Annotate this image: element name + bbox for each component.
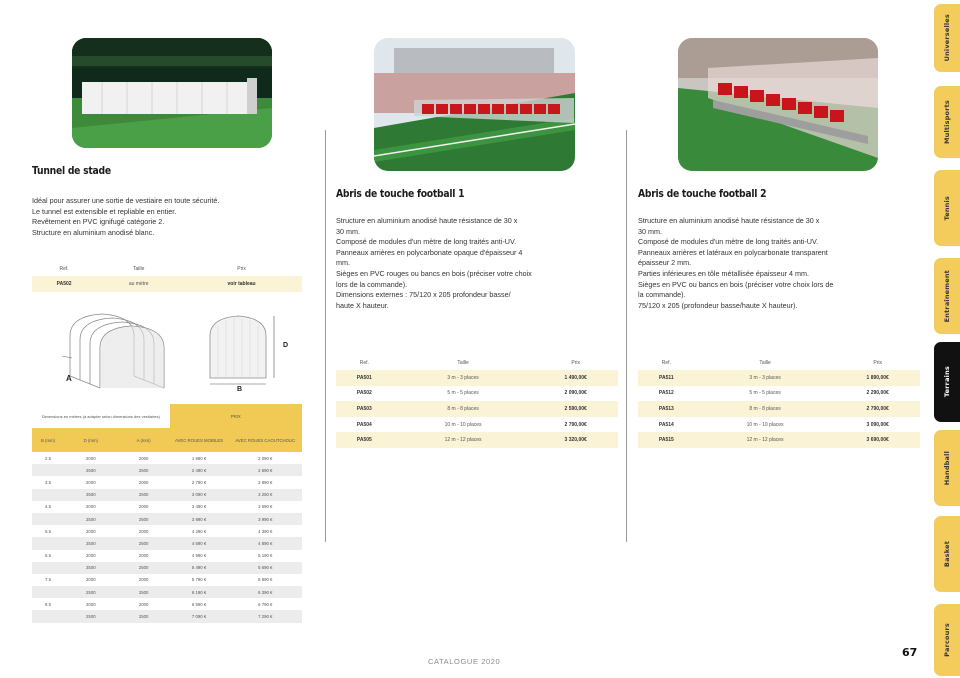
diagram-label-a: A [66, 374, 72, 383]
dims-cell: 3 590 € [258, 504, 273, 510]
dims-cell: 5.5 [45, 528, 51, 534]
dims-cell: 2000 [138, 553, 149, 559]
abri1-price-table: Ref. Taille Prix PA501 3 m - 3 places 1 490,00€ PA502 5 m - 5 places 2 090,00€ PA503 8 m - 8 places 2 590,00€ PA504 10 m - 10 places 2 790,00€ PA505 12 m - 12 places 3 320,00€ [336, 356, 618, 448]
table-row: PA511 3 m - 3 places 1 890,00€ [638, 370, 920, 386]
abri2-description: Structure en aluminium anodisé haute résistance de 30 x 30 mm. Composé de modules d'un mètre de long traités anti-UV. Panneaux arrières et latéraux en polycarbonate transparent épaisseur 2 mm. Parties inférieures en tôle métallisée épaisseur 4 mm. Sièges en PVC ou bancs en bois (préciser votre choix lors de la commande). 75/120 x 205 (profondeur basse/haute X hauteur). [638, 216, 834, 310]
tab-terrains[interactable]: Terrains [934, 342, 960, 422]
dims-cell: 4 690 € [170, 537, 229, 549]
abri2-title: Abris de touche football 2 [638, 188, 767, 200]
diagram-label-b: B [237, 386, 243, 393]
dims-cell: 2500 [64, 610, 118, 622]
dims-cell: 6 190 € [170, 586, 229, 598]
dims-cell: 2500 [64, 464, 118, 476]
column-divider-1 [325, 130, 326, 542]
dims-cell: 4 990 € [191, 553, 207, 559]
tunnel-diagram [62, 306, 302, 402]
dims-cell: 2500 [64, 513, 118, 525]
tab-handball[interactable]: Handball [934, 430, 960, 506]
table-row [32, 513, 302, 525]
page-number: 67 [902, 646, 918, 659]
dims-cell: 3 090 € [170, 489, 229, 501]
table-row: PA513 8 m - 8 places 2 790,00€ [638, 401, 920, 417]
dims-cell: 5 890 € [258, 577, 273, 583]
dims-cell [32, 489, 64, 501]
dims-cell: 5 490 € [170, 562, 229, 574]
tab-parcours[interactable]: Parcours [934, 604, 960, 676]
dims-cell: 2500 [118, 464, 170, 476]
dims-cell: 2500 [64, 586, 118, 598]
tab-entrainement[interactable]: Entraînement [934, 258, 960, 334]
dims-cell: 2 890 € [258, 479, 273, 485]
dims-cell: 2000 [86, 455, 96, 461]
dims-cell: 2500 [118, 610, 170, 622]
dims-cell: 3 490 € [191, 504, 207, 510]
table-row [32, 598, 302, 610]
dims-cell: 2000 [86, 528, 96, 534]
dims-cell: 5 190 € [258, 553, 273, 559]
dims-cell: 2000 [138, 455, 149, 461]
tunnel-description: Idéal pour assurer une sortie de vestiaire en toute sécurité. Le tunnel est extensible et repliable en entier. Revêtement en PVC ignifugé catégorie 2. Structure en aluminium anodisé blanc. [32, 196, 220, 237]
dims-cell: 2000 [138, 479, 149, 485]
dims-cell: 2 490 € [170, 464, 229, 476]
tab-multisports[interactable]: Multisports [934, 86, 960, 158]
table-row [32, 550, 302, 562]
dims-cell: 6.5 [45, 553, 51, 559]
dims-cell: 2500 [118, 513, 170, 525]
dims-cell: 7 290 € [229, 610, 302, 622]
table-row [32, 501, 302, 513]
tunnel-price-table: Ref. Taille Prix PA502 au mètre voir tableau [32, 262, 302, 292]
dims-cell: 4 890 € [229, 537, 302, 549]
table-row: PA512 5 m - 5 places 2 290,00€ [658, 390, 889, 397]
table-row: PA514 10 m - 10 places 3 090,00€ [658, 421, 889, 428]
dims-cell: 2 590 € [229, 464, 302, 476]
dims-cell: 8.5 [45, 601, 51, 607]
dims-cell [32, 464, 64, 476]
dims-cell [32, 586, 64, 598]
dims-cell: 3.5 [45, 479, 51, 485]
table-row: PA505 12 m - 12 places 3 320,00€ [336, 432, 618, 448]
diagram-label-d: D [283, 342, 289, 349]
dims-cell [32, 562, 64, 574]
dims-cell: 2000 [138, 601, 149, 607]
dims-cell: 2000 [138, 504, 149, 510]
table-row: PA504 10 m - 10 places 2 790,00€ [356, 421, 587, 428]
tunnel-photo [72, 38, 272, 148]
table-row: PA501 3 m - 3 places 1 490,00€ [336, 370, 618, 386]
dims-cell: 2000 [138, 528, 149, 534]
abri1-photo [374, 38, 575, 171]
dims-cell: 4.5 [45, 504, 51, 510]
table-row [32, 476, 302, 488]
dims-cell: 6 390 € [229, 586, 302, 598]
dims-cell: 3 990 € [229, 513, 302, 525]
table-row [32, 464, 302, 476]
abri1-description: Structure en aluminium anodisé haute résistance de 30 x 30 mm. Composé de modules d'un mètre de long traités anti-UV. Panneaux arrières en polycarbonate opaque d'épaisseur 4 mm. Sièges en PVC rouges ou bancs en bois (préciser votre choix lors de la commande). Dimensions externes : 75/120 x 205 profondeur basse/ haute X hauteur. [336, 216, 532, 310]
table-row: PA502 5 m - 5 places 2 090,00€ [356, 390, 587, 397]
table-row: PA502 au mètre voir tableau [32, 276, 302, 292]
dims-cell: 7.5 [45, 577, 51, 583]
table-row [32, 562, 302, 574]
dims-cell: 2500 [118, 562, 170, 574]
table-row [32, 537, 302, 549]
table-row [32, 574, 302, 586]
dims-cell: 2000 [86, 577, 96, 583]
dims-cell: 2000 [86, 601, 96, 607]
table-row [32, 525, 302, 537]
dims-cell: 1 990 € [191, 455, 207, 461]
column-divider-2 [626, 130, 627, 542]
dims-cell: 3 890 € [170, 513, 229, 525]
dims-cell: 6 790 € [258, 601, 273, 607]
catalog-footer: CATALOGUE 2020 [428, 657, 501, 666]
dims-cell: 2500 [118, 586, 170, 598]
dims-cell [32, 513, 64, 525]
dims-cell [32, 537, 64, 549]
dims-cell: 2500 [64, 489, 118, 501]
dims-cell: 2.5 [45, 455, 51, 461]
abri2-price-table: Ref. Taille Prix PA511 3 m - 3 places 1 890,00€ PA512 5 m - 5 places 2 290,00€ PA513 8 m - 8 places 2 790,00€ PA514 10 m - 10 places 3 090,00€ PA515 12 m - 12 places 3 690,00€ [638, 356, 920, 448]
tab-basket[interactable]: Basket [934, 516, 960, 592]
tab-universelles[interactable]: Universelles [934, 4, 960, 72]
dims-cell [32, 610, 64, 622]
dims-cell: 7 090 € [170, 610, 229, 622]
dims-cell: 2000 [138, 577, 149, 583]
dims-cell: 5 690 € [229, 562, 302, 574]
dims-cell: 2000 [86, 504, 96, 510]
dims-cell: 4 290 € [191, 528, 207, 534]
dims-cell: 2500 [64, 537, 118, 549]
dims-cell: 2000 [86, 553, 96, 559]
dims-cell: 2000 [86, 479, 96, 485]
abri2-photo [678, 38, 878, 171]
table-row [32, 452, 302, 464]
table-row [32, 610, 302, 622]
tunnel-dimensions-table: Dimensions en mètres (à adapter selon dimensions des vestiaires) PRIX B (mm) D (mm) A (mm) AVEC ROUES MOBILES AVEC ROUES CAOUTCHOUC 2.5 2000 2000 1 990 € 2 090 € 2500 2500 2 490 € 2 590 € 3.5 2000 2000 2 790 € 2 890 € 2500 2500 3 090 € 3 250 € 4.5 2000 2000 3 490 € 3 590 € 2500 2500 3 890 € 3 990 € 5.5 2000 2000 4 290 € 4 390 € 2500 2500 4 690 € 4 890 € 6.5 2000 2000 4 990 € 5 190 € 2500 2500 5 490 € 5 690 € 7.5 2000 2000 5 790 € 5 890 € 2500 2500 6 190 € 6 390 € 8.5 2000 2000 6 590 € 6 790 € 2500 2500 7 090 € 7 290 € [32, 404, 302, 623]
table-row [32, 489, 302, 501]
dims-cell: 3 250 € [229, 489, 302, 501]
dims-cell: 2 090 € [258, 455, 273, 461]
dims-cell: 2500 [118, 537, 170, 549]
dims-cell: 4 390 € [258, 528, 273, 534]
tunnel-title: Tunnel de stade [32, 165, 111, 177]
tab-tennis[interactable]: Tennis [934, 170, 960, 246]
dims-cell: 6 590 € [191, 601, 207, 607]
abri1-title: Abris de touche football 1 [336, 188, 465, 200]
table-row: PA503 8 m - 8 places 2 590,00€ [336, 401, 618, 417]
dims-cell: 2500 [118, 489, 170, 501]
dims-cell: 2 790 € [191, 479, 207, 485]
dims-cell: 5 790 € [191, 577, 207, 583]
table-row [32, 586, 302, 598]
table-row: PA515 12 m - 12 places 3 690,00€ [638, 432, 920, 448]
dims-cell: 2500 [64, 562, 118, 574]
